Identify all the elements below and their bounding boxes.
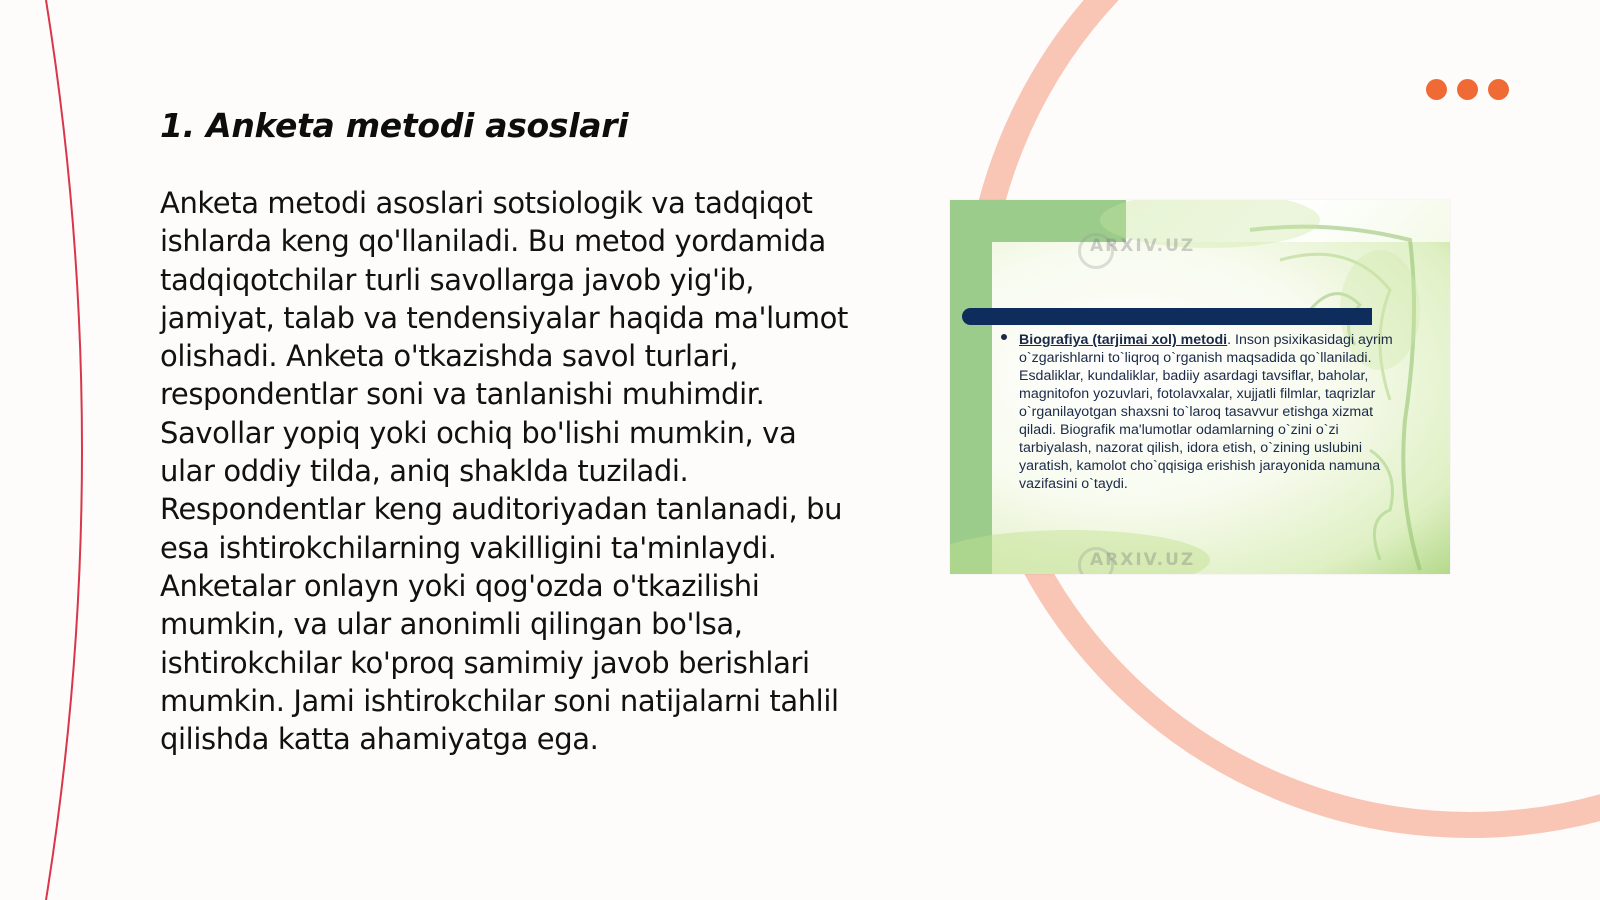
card-bullet-text [1019,331,1414,493]
slide-body-text: Anketa metodi asoslari sotsiologik va tadqiqot ishlarda keng qo'llaniladi. Bu metod yordamida tadqiqotchilar turli savollarga javob yig'ib, jamiyat, talab va tendensiyalar haqida ma'lumot olishadi. Anketa o'tkazishda savol turlari, respondentlar soni va tanlanishi muhimdir. Savollar yopiq yoki ochiq bo'lishi mumkin, va ular oddiy tilda, aniq shaklda tuziladi. Respondentlar keng auditoriyadan tanlanadi, bu esa ishtirokchilarning vakilligini ta'minlaydi. Anketalar onlayn yoki qog'ozda o'tkazilishi mumkin, va ular anonimli qilingan bo'lsa, ishtirokchilar ko'proq samimiy javob berishlari mumkin. Jami ishtirokchilar soni natijalarni tahlil qilishda katta ahamiyatga ega. [160,186,848,757]
card-title-bar [962,308,1372,325]
embedded-slide-image [950,200,1450,574]
watermark-text: ARXIV.UZ [1090,236,1196,256]
bullet-description: . Inson psixikasidagi ayrim o`zgarishlarni to`liqroq o`rganish maqsadida qo`llaniladi. Esdaliklar, kundaliklar, badiiy asardagi tavsiflar, baholar, magnitofon yozuvlari, fotolavxalar, xujjatli filmlar, taqrizlar o`rganilayotgan shaxsni to`laroq tasavvur etishga xizmat qiladi. Biografik ma'lumotlar odamlarning o`zini o`zi tarbiyalash, nazorat qilish, idora etish, o`zining uslubini yaratish, kamolot cho`qqisiga erishish jarayonida namuna vazifasini o`taydi. [1019,332,1393,492]
accent-dots [1426,79,1509,100]
bullet-term: Biografiya (tarjimai xol) metodi [1019,332,1228,348]
bullet-icon [1001,334,1007,340]
accent-dot [1457,79,1478,100]
watermark-text: ARXIV.UZ [1090,550,1196,570]
accent-dot [1426,79,1447,100]
left-arc-line [46,0,82,900]
slide-title: 1. Anketa metodi asoslari [160,106,629,145]
accent-dot [1488,79,1509,100]
